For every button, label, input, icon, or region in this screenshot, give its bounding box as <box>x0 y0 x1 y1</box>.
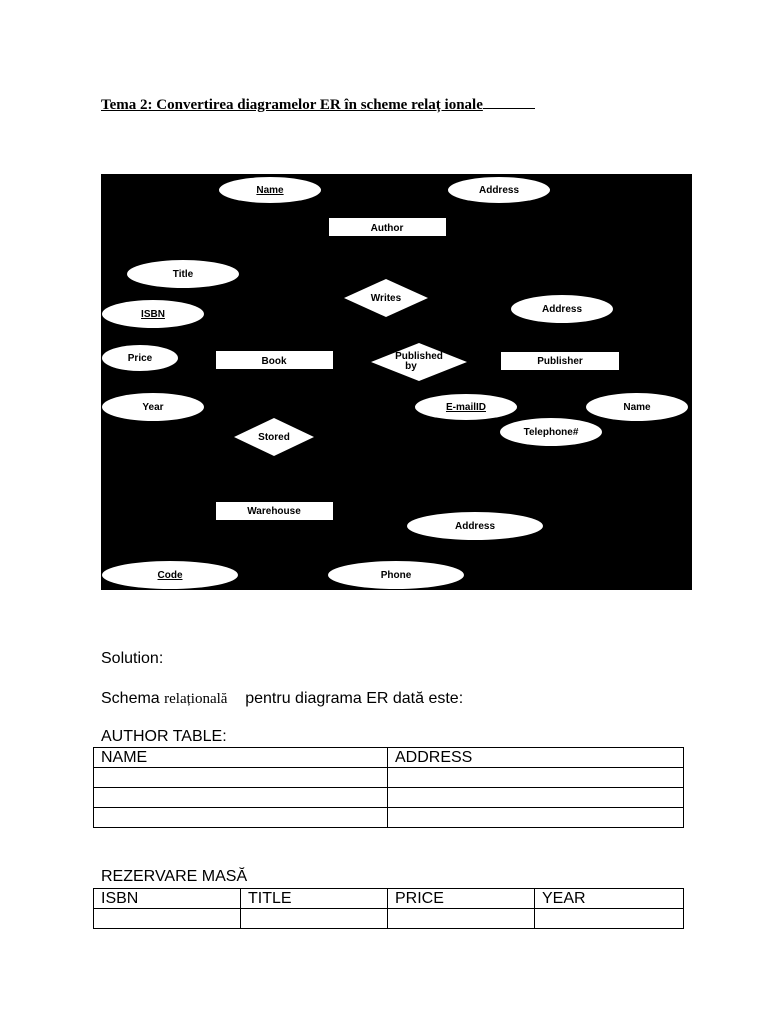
svg-text:Code: Code <box>157 570 183 581</box>
attr-publisher-address <box>511 295 613 323</box>
header-title: TITLE <box>241 889 388 909</box>
svg-text:Warehouse: Warehouse <box>247 506 301 517</box>
attr-publisher-email <box>415 394 517 420</box>
table-header-row <box>94 889 684 909</box>
svg-text:by: by <box>405 361 417 372</box>
attr-book-price <box>102 345 178 371</box>
svg-text:ISBN: ISBN <box>141 309 165 320</box>
table-cell <box>388 909 535 929</box>
attr-book-year <box>102 393 204 421</box>
svg-text:Name: Name <box>256 185 284 196</box>
attr-warehouse-code <box>102 561 238 589</box>
entity-publisher <box>501 352 619 370</box>
svg-text:Address: Address <box>541 304 583 315</box>
attr-author-name <box>219 177 321 203</box>
entity-book <box>216 351 333 369</box>
svg-text:Author: Author <box>370 223 404 234</box>
table-cell <box>241 909 388 929</box>
attr-warehouse-phone <box>328 561 464 589</box>
attr-publisher-name <box>586 393 688 421</box>
table-cell <box>388 788 684 808</box>
svg-text:Book: Book <box>261 356 287 367</box>
table-row <box>94 808 684 828</box>
svg-text:Name: Name <box>623 402 651 413</box>
table-cell <box>388 808 684 828</box>
relationship-published-by <box>371 343 467 381</box>
table-cell <box>94 788 388 808</box>
table-cell <box>94 909 241 929</box>
solution-label: Solution: <box>101 650 164 667</box>
header-price: PRICE <box>388 889 535 909</box>
table-row <box>94 909 684 929</box>
header-isbn: ISBN <box>94 889 241 909</box>
svg-text:Address: Address <box>478 185 520 196</box>
svg-text:Publisher: Publisher <box>537 356 583 367</box>
table-row <box>94 768 684 788</box>
svg-text:Price: Price <box>127 353 153 364</box>
svg-text:Year: Year <box>142 402 164 413</box>
svg-text:Address: Address <box>454 521 496 532</box>
table-cell <box>388 768 684 788</box>
svg-text:Published: Published <box>395 351 443 362</box>
table-cell <box>94 808 388 828</box>
entity-author <box>329 218 446 236</box>
header-name: NAME <box>94 748 388 768</box>
table-cell <box>535 909 684 929</box>
svg-text:E-mailID: E-mailID <box>445 402 487 413</box>
svg-text:Writes: Writes <box>370 293 402 304</box>
svg-text:Stored: Stored <box>258 432 290 443</box>
relationship-writes <box>344 279 428 317</box>
table-cell <box>94 768 388 788</box>
book-table-label: REZERVARE MASĂ <box>101 868 248 885</box>
table-header-row <box>94 748 684 768</box>
attr-book-title <box>127 260 239 288</box>
attr-warehouse-address <box>407 512 543 540</box>
schema-sentence: Schema relațională pentru diagrama ER dată este: <box>101 690 464 707</box>
table-row <box>94 788 684 808</box>
author-table-label: AUTHOR TABLE: <box>101 728 227 745</box>
header-address: ADDRESS <box>388 748 684 768</box>
header-year: YEAR <box>535 889 684 909</box>
svg-text:Phone: Phone <box>380 570 412 581</box>
svg-text:Telephone#: Telephone# <box>523 427 579 438</box>
page-title: Tema 2: Convertirea diagramelor ER în scheme relaț ionale <box>101 96 535 114</box>
relationship-stored <box>234 418 314 456</box>
author-table <box>93 747 684 828</box>
svg-text:Title: Title <box>172 269 194 280</box>
attr-book-isbn <box>102 300 204 328</box>
er-diagram <box>101 174 692 590</box>
entity-warehouse <box>216 502 333 520</box>
attr-publisher-telephone <box>500 418 602 446</box>
attr-author-address <box>448 177 550 203</box>
book-table <box>93 888 684 929</box>
